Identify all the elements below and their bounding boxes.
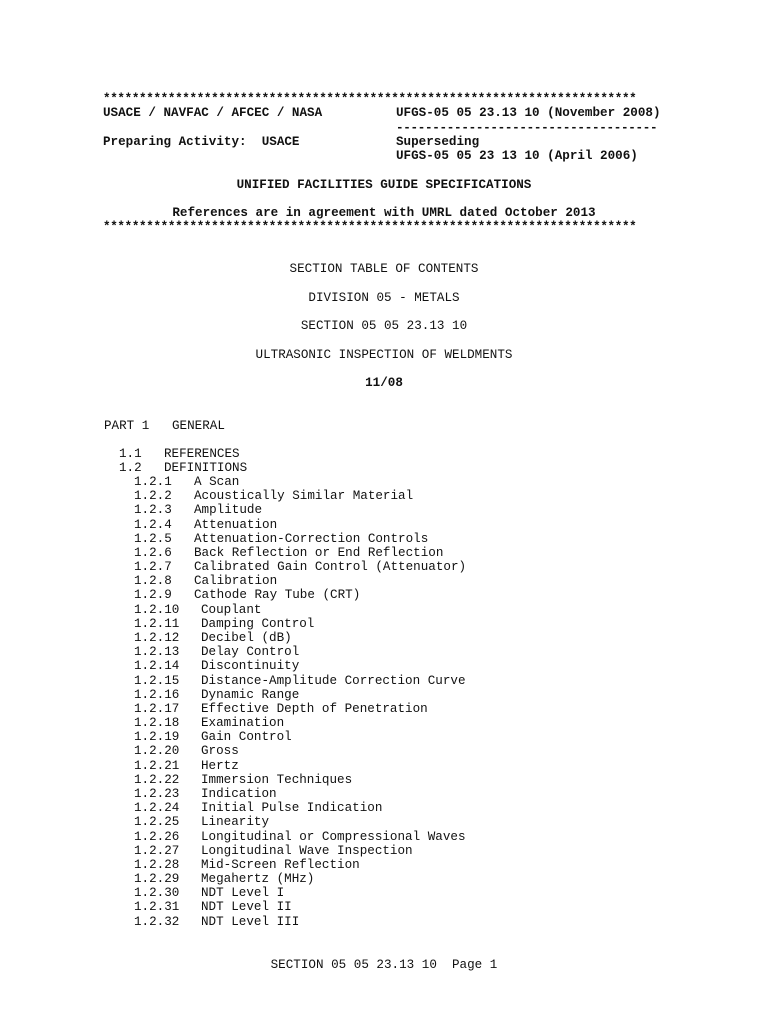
toc-item-number: 1.2.1 (134, 475, 172, 489)
toc-item-title: Gain Control (201, 730, 292, 745)
toc-item-number: 1.2.16 (134, 687, 180, 702)
header-dashes: ------------------------------------ (396, 121, 658, 135)
toc-item-number: 1.2.22 (134, 772, 180, 787)
toc-item-number: 1.2.30 (134, 886, 180, 901)
header-top-stars: ************************************************************************** (103, 92, 637, 106)
toc-item-title: Decibel (dB) (201, 631, 292, 645)
part-label: PART 1 (104, 419, 150, 433)
toc-item-title: Attenuation-Correction Controls (194, 531, 429, 546)
toc-item (119, 447, 240, 461)
toc-item-title: Gross (201, 744, 239, 759)
toc-item-title: NDT Level III (201, 914, 300, 929)
header-ufgs-previous: UFGS-05 05 23 13 10 (April 2006) (396, 149, 638, 163)
toc-item-number: 1.2.24 (134, 801, 180, 816)
toc-item-number: 1.2.3 (134, 503, 172, 518)
toc-item-title: Longitudinal Wave Inspection (201, 843, 413, 858)
toc-item-number: 1.2.17 (134, 701, 180, 716)
toc-division: DIVISION 05 - METALS (308, 291, 460, 305)
header-organizations: USACE / NAVFAC / AFCEC / NASA (103, 106, 323, 120)
toc-item-title: Distance-Amplitude Correction Curve (201, 673, 466, 688)
toc-item-title: Indication (201, 787, 277, 801)
toc-item-title: Linearity (201, 815, 270, 830)
toc-item-number: 1.2.2 (134, 489, 172, 504)
toc-item-title: Calibrated Gain Control (Attenuator) (194, 560, 467, 575)
toc-item-title: NDT Level II (201, 900, 292, 915)
toc-item-number: 1.2.26 (134, 829, 180, 844)
toc-item-number: 1.2.28 (134, 857, 180, 872)
part-title: GENERAL (172, 419, 225, 433)
toc-item-number: 1.2.23 (134, 787, 180, 801)
toc-item-number: 1.2 (119, 461, 142, 475)
toc-item-number: 1.2.9 (134, 588, 172, 603)
toc-item-number: 1.2.20 (134, 744, 180, 759)
toc-heading: SECTION TABLE OF CONTENTS (289, 262, 479, 276)
toc-item-title: Longitudinal or Compressional Waves (201, 829, 466, 844)
toc-item-title: Initial Pulse Indication (201, 801, 383, 816)
toc-item-number: 1.2.32 (134, 914, 180, 929)
toc-item-title: Damping Control (201, 616, 315, 631)
toc-date: 11/08 (365, 376, 403, 390)
toc-item-number: 1.2.21 (134, 758, 180, 773)
toc-item-number: 1.2.15 (134, 673, 180, 688)
toc-item-title: Calibration (194, 574, 278, 589)
toc-item-title: Discontinuity (201, 659, 300, 674)
toc-item-title: Attenuation (194, 517, 278, 532)
toc-item-number: 1.1 (119, 447, 142, 461)
toc-item-number: 1.2.19 (134, 730, 180, 745)
toc-item-number: 1.2.27 (134, 843, 180, 858)
toc-item-number: 1.2.11 (134, 616, 180, 631)
toc-item-title: A Scan (194, 475, 240, 489)
toc-item-title: Amplitude (194, 503, 263, 518)
toc-item-title: Examination (201, 716, 285, 731)
toc-item-number: 1.2.13 (134, 645, 180, 660)
toc-section-number: SECTION 05 05 23.13 10 (300, 319, 468, 333)
toc-item (119, 461, 248, 475)
toc-item-number: 1.2.14 (134, 659, 180, 674)
toc-subject: ULTRASONIC INSPECTION OF WELDMENTS (255, 348, 513, 362)
toc-item-title: NDT Level I (201, 886, 285, 901)
toc-item-title: Couplant (201, 602, 262, 617)
header-superseding: Superseding (396, 135, 480, 149)
toc-item-number: 1.2.25 (134, 815, 180, 830)
header-bottom-stars: ************************************************************************** (103, 220, 637, 234)
header-title: UNIFIED FACILITIES GUIDE SPECIFICATIONS (236, 178, 532, 192)
toc-item-number: 1.2.18 (134, 716, 180, 731)
toc-item-number: 1.2.6 (134, 545, 172, 560)
toc-item-title: Acoustically Similar Material (194, 489, 414, 504)
toc-item-number: 1.2.4 (134, 517, 172, 532)
toc-item-title: Mid-Screen Reflection (201, 857, 360, 872)
page-footer: SECTION 05 05 23.13 10 Page 1 (270, 958, 498, 972)
toc-item-title: Delay Control (201, 645, 300, 660)
toc-item-title: REFERENCES (164, 447, 240, 461)
toc-item-number: 1.2.12 (134, 631, 180, 645)
toc-item-number: 1.2.8 (134, 574, 172, 589)
header-preparing-activity: Preparing Activity: USACE (103, 135, 300, 149)
toc-item-title: Effective Depth of Penetration (201, 701, 428, 716)
toc-item-number: 1.2.7 (134, 560, 172, 575)
toc-item-number: 1.2.5 (134, 531, 172, 546)
toc-item-title: Back Reflection or End Reflection (194, 545, 444, 560)
toc-item-title: Hertz (201, 758, 239, 773)
toc-item-number: 1.2.29 (134, 872, 180, 886)
toc-item-title: Immersion Techniques (201, 772, 353, 787)
toc-item-title: DEFINITIONS (164, 461, 248, 475)
header-umrl-note: References are in agreement with UMRL dated October 2013 (172, 206, 596, 220)
toc-item-title: Megahertz (MHz) (201, 872, 315, 886)
toc-item-title: Dynamic Range (201, 687, 300, 702)
toc-item-title: Cathode Ray Tube (CRT) (194, 588, 361, 603)
header-ufgs-current: UFGS-05 05 23.13 10 (November 2008) (396, 106, 661, 120)
toc-item-number: 1.2.10 (134, 602, 180, 617)
toc-item-number: 1.2.31 (134, 900, 180, 915)
